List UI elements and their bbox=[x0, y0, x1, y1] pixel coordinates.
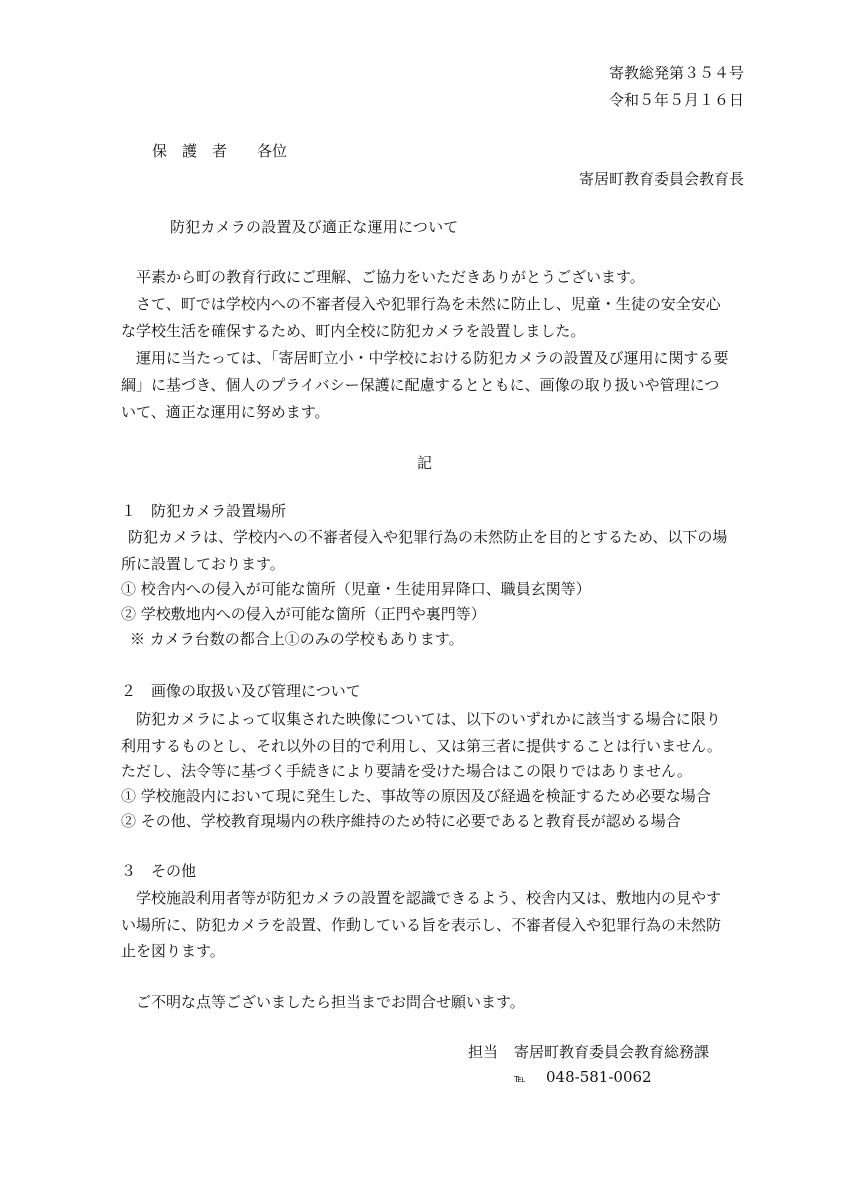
doc-date: 令和５年５月１６日 bbox=[608, 91, 744, 109]
contact-department: 寄居町教育委員会教育総務課 bbox=[514, 1043, 710, 1061]
section3-line-2: い場所に、防犯カメラを設置、作動している旨を表示し、不審者侵入や犯罪行為の未然防 bbox=[121, 916, 722, 934]
doc-number: 寄教総発第３５４号 bbox=[608, 64, 744, 82]
intro-line-1: 平素から町の教育行政にご理解、ご協力をいただきありがとうございます。 bbox=[136, 268, 645, 286]
intro-line-2: さて、町では学校内への不審者侵入や犯罪行為を未然に防止し、児童・生徒の安全安心 bbox=[136, 295, 721, 313]
contact-tel-label: ℡ bbox=[514, 1072, 526, 1085]
recipient: 保 護 者 各位 bbox=[152, 142, 288, 160]
document-title: 防犯カメラの設置及び適正な運用について bbox=[170, 218, 459, 236]
section2-item-1: ① 学校施設内において現に発生した、事故等の原因及び経過を検証するため必要な場合 bbox=[121, 787, 711, 805]
section2-line-3: ただし、法令等に基づく手続きにより要請を受けた場合はこの限りではありません。 bbox=[121, 762, 692, 780]
intro-line-5: 綱」に基づき、個人のプライバシー保護に配慮するとともに、画像の取り扱いや管理につ bbox=[121, 376, 720, 394]
section1-item-1: ① 校舎内への侵入が可能な箇所（児童・生徒用昇降口、職員玄関等） bbox=[121, 580, 591, 598]
ki-mark: 記 bbox=[416, 454, 432, 472]
section2-line-2: 利用するものとし、それ以外の目的で利用し、又は第三者に提供することは行いません。 bbox=[121, 737, 722, 755]
contact-tel: 048-581-0062 bbox=[546, 1068, 652, 1086]
sender: 寄居町教育委員会教育長 bbox=[578, 170, 744, 188]
section2-heading: ２ 画像の取扱い及び管理について bbox=[121, 682, 361, 700]
section3-line-1: 学校施設利用者等が防犯カメラの設置を認識できるよう、校舎内又は、敷地内の見やす bbox=[136, 889, 722, 907]
intro-line-4: 運用に当たっては、「寄居町立小・中学校における防犯カメラの設置及び運用に関する要 bbox=[136, 349, 729, 367]
section2-item-2: ② その他、学校教育現場内の秩序維持のため特に必要であると教育長が認める場合 bbox=[121, 812, 681, 830]
section1-note: ※ カメラ台数の都合上①のみの学校もあります。 bbox=[130, 630, 464, 648]
section1-heading: １ 防犯カメラ設置場所 bbox=[121, 502, 287, 520]
contact-label: 担当 bbox=[468, 1043, 499, 1061]
section3-heading: ３ その他 bbox=[121, 862, 197, 880]
section1-line-2: 所に設置しております。 bbox=[121, 555, 285, 573]
section1-item-2: ② 学校敷地内への侵入が可能な箇所（正門や裏門等） bbox=[121, 605, 486, 623]
section1-line-1: 防犯カメラは、学校内への不審者侵入や犯罪行為の未然防止を目的とするため、以下の場 bbox=[128, 528, 728, 546]
closing-text: ご不明な点等ございましたら担当までお問合せ願います。 bbox=[136, 993, 525, 1011]
intro-line-3: な学校生活を確保するため、町内全校に防犯カメラを設置しました。 bbox=[121, 322, 586, 340]
section3-line-3: 止を図ります。 bbox=[121, 942, 225, 960]
section2-line-1: 防犯カメラによって収集された映像については、以下のいずれかに該当する場合に限り bbox=[136, 710, 721, 728]
intro-line-6: いて、適正な運用に努めます。 bbox=[121, 403, 330, 421]
